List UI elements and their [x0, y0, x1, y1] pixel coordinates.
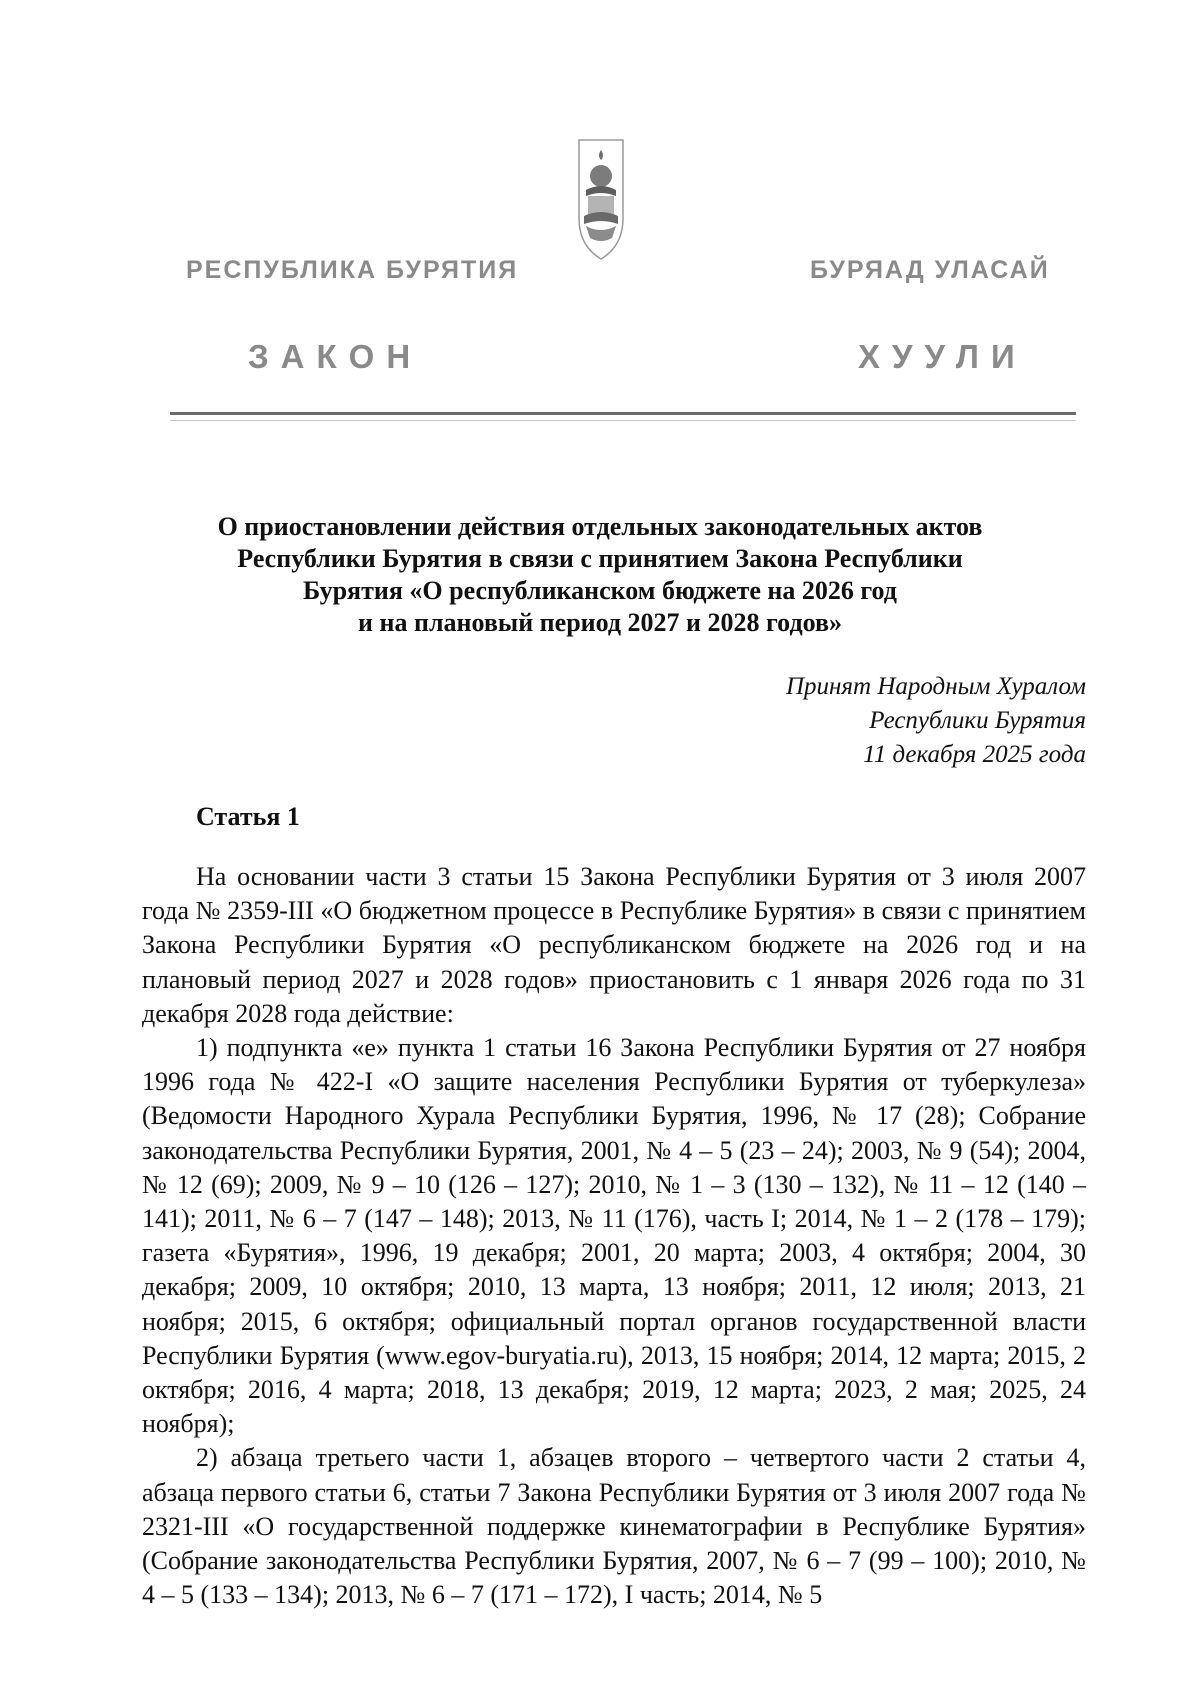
adoption-date: 11 декабря 2025 года: [863, 741, 1086, 768]
law-title-line: О приостановлении действия отдельных законодательных актов: [217, 512, 983, 541]
law-title-line: Бурятия «О республиканском бюджете на 2026 год: [303, 576, 897, 605]
adoption-note-line: Республики Бурятия: [869, 707, 1086, 734]
law-title-line: и на плановый период 2027 и 2028 годов»: [358, 608, 842, 637]
header-law-ru: ЗАКОН: [248, 338, 423, 375]
header-law-bua: ХУУЛИ: [858, 338, 1027, 375]
article-heading: Статья 1: [196, 802, 300, 831]
article-paragraph: На основании части 3 статьи 15 Закона Республики Бурятия от 3 июля 2007 года № 2359-III «О бюджетном процессе в Республике Бурятия» в связи с принятием Закона Республики Бурятия «О республиканском бюджете на 2026 год и на плановый период 2027 и 2028 годов» приостановить с 1 января 2026 года по 31 декабря 2028 года действие:: [142, 862, 1086, 1028]
article-paragraph: 1) подпункта «е» пункта 1 статьи 16 Закона Республики Бурятия от 27 ноября 1996 года № 422-I «О защите населения Республики Бурятия от туберкулеза» (Ведомости Народного Хурала Республики Бурятия, 1996, № 17 (28); Собрание законодательства Республики Бурятия, 2001, № 4 – 5 (23 – 24); 2003, № 9 (54); 2004, № 12 (69); 2009, № 9 – 10 (126 – 127); 2010, № 1 – 3 (130 – 132), № 11 – 12 (140 – 141); 2011, № 6 – 7 (147 – 148); 2013, № 11 (176), часть I; 2014, № 1 – 2 (178 – 179); газета «Бурятия», 1996, 19 декабря; 2001, 20 марта; 2003, 4 октября; 2004, 30 декабря; 2009, 10 октября; 2010, 13 марта, 13 ноября; 2011, 12 июля; 2013, 21 ноября; 2015, 6 октября; официальный портал органов государственной власти Республики Бурятия (www.egov-buryatia.ru), 2013, 15 ноября; 2014, 12 марта; 2015, 2 октября; 2016, 4 марта; 2018, 13 декабря; 2019, 12 марта; 2023, 2 мая; 2025, 24 ноября);: [142, 1033, 1086, 1439]
header-republic-bua: БУРЯАД УЛАСАЙ: [810, 256, 1050, 284]
law-title-line: Республики Бурятия в связи с принятием Закона Республики: [237, 544, 963, 573]
header-republic-ru: РЕСПУБЛИКА БУРЯТИЯ: [186, 256, 519, 284]
article-paragraph: 2) абзаца третьего части 1, абзацев второго – четвертого части 2 статьи 4, абзаца первого статьи 6, статьи 7 Закона Республики Бурятия от 3 июля 2007 года № 2321-III «О государственной поддержке кинематографии в Республике Бурятия» (Собрание законодательства Республики Бурятия, 2007, № 6 – 7 (99 – 100); 2010, № 4 – 5 (133 – 134); 2013, № 6 – 7 (171 – 172), I часть; 2014, № 5: [142, 1443, 1086, 1610]
article-body: [142, 860, 1086, 1612]
adoption-note-line: Принят Народным Хуралом: [785, 673, 1086, 700]
coat-of-arms-icon: [576, 138, 626, 262]
adoption-note: [786, 670, 1086, 772]
header-divider: [170, 412, 1076, 415]
header-divider-thin: [170, 420, 1076, 421]
law-title: [140, 511, 1060, 639]
